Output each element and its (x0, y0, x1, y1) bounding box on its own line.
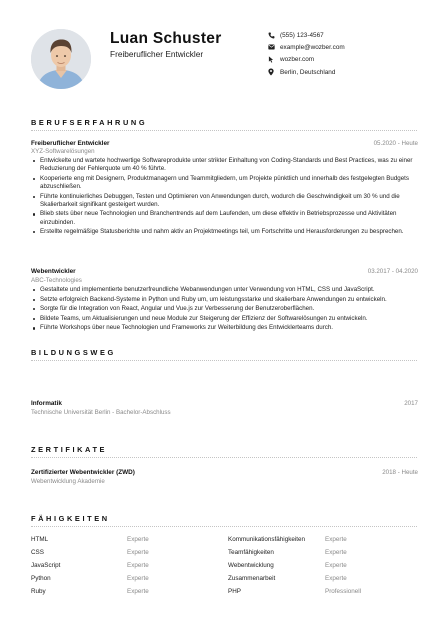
skill-level: Experte (325, 536, 347, 543)
job-title: Webentwickler (31, 268, 76, 275)
location-pin-icon (268, 68, 280, 76)
job-bullet-list (31, 286, 417, 334)
contact-email-text[interactable]: example@wozber.com (280, 43, 345, 51)
divider (31, 526, 417, 527)
skill-level: Experte (127, 562, 149, 569)
link-icon (268, 56, 280, 63)
skill-name: Webentwicklung (228, 562, 274, 569)
contact-website (268, 54, 438, 66)
contact-phone-text[interactable]: (555) 123-4567 (280, 31, 324, 39)
list-item: Setzte erfolgreich Backend-Systeme in Python und Ruby um, um leistungsstarke und skalierbare Anwendungen zu entwickeln. (31, 296, 417, 304)
skill-name: HTML (31, 536, 49, 543)
list-item: Erstellte regelmäßige Statusberichte und nahm aktiv an Projektmeetings teil, um Fortschritte und Herausforderungen zu besprechen. (31, 228, 417, 236)
skill-name: Kommunikationsfähigkeiten (228, 536, 306, 543)
skill-level: Professionell (325, 588, 362, 595)
list-item: Führte Workshops über neue Technologien und Frameworks zur Weiterbildung des Entwicklerteams durch. (31, 324, 417, 332)
education-title: Informatik (31, 400, 62, 407)
skill-name: Zusammenarbeit (228, 575, 276, 582)
section-title-skills: FÄHIGKEITEN (31, 514, 110, 523)
list-item: Sorgte für die Integration von React, Angular und Vue.js zur Verbesserung der Benutzeroberflächen. (31, 305, 417, 313)
contact-list (268, 29, 438, 78)
skill-name: Python (31, 575, 51, 582)
skill-name: Teamfähigkeiten (228, 549, 274, 556)
list-item: Führte kontinuierliches Debuggen, Testen und Optimieren von Anwendungen durch, wodurch die Geschwindigkeit um 30 % und die Skalierbarkeit signifikant gesteigert wurden. (31, 193, 417, 209)
phone-icon (268, 32, 280, 39)
job-dates: 05.2020 - Heute (373, 140, 418, 147)
skill-level: Experte (325, 549, 347, 556)
skill-name: JavaScript (31, 562, 61, 569)
education-institution: Technische Universität Berlin - Bachelor-Abschluss (31, 409, 171, 416)
skill-level: Experte (325, 562, 347, 569)
certificate-date: 2018 - Heute (382, 469, 418, 476)
skill-level: Experte (127, 549, 149, 556)
job-bullet-list (31, 157, 417, 238)
skill-level: Experte (127, 575, 149, 582)
profile-photo (31, 29, 91, 89)
skill-level: Experte (127, 588, 149, 595)
mail-icon (268, 44, 280, 50)
section-title-experience: BERUFSERFAHRUNG (31, 118, 148, 127)
section-title-education: BILDUNGSWEG (31, 348, 116, 357)
certificate-issuer: Webentwicklung Akademie (31, 478, 105, 485)
list-item: Kooperierte eng mit Designern, Produktmanagern und Teammitgliedern, um Projekte pünktlich und innerhalb des festgelegten Budgets abzuschließen. (31, 175, 417, 191)
candidate-name: Luan Schuster (110, 30, 222, 47)
skill-name: PHP (228, 588, 241, 595)
list-item: Gestaltete und implementierte benutzerfreundliche Webanwendungen unter Verwendung von HTML, CSS und JavaScript. (31, 286, 417, 294)
contact-email (268, 41, 438, 53)
contact-website-text[interactable]: wozber.com (280, 56, 315, 64)
candidate-title: Freiberuflicher Entwickler (110, 49, 204, 59)
skill-level: Experte (127, 536, 149, 543)
contact-location (268, 66, 438, 78)
contact-location-text: Berlin, Deutschland (280, 68, 336, 76)
divider (31, 457, 417, 458)
list-item: Bildete Teams, um Aktualisierungen und neue Module zur Steigerung der Effizienz der Softwarelösungen zu entwickeln. (31, 315, 417, 323)
job-company: XYZ-Softwarelösungen (31, 148, 95, 155)
certificate-title: Zertifizierter Webentwickler (ZWD) (31, 469, 135, 476)
skill-level: Experte (325, 575, 347, 582)
job-dates: 03.2017 - 04.2020 (367, 268, 418, 275)
job-company: ABC-Technologies (31, 277, 82, 284)
avatar (31, 29, 91, 89)
divider (31, 360, 417, 361)
skill-name: CSS (31, 549, 44, 556)
list-item: Entwickelte und wartete hochwertige Softwareprodukte unter strikter Einhaltung von Coding-Standards und Best Practices, was zu einer Reduzierung der Fehlerquote um 40 % führte. (31, 157, 417, 173)
list-item: Blieb stets über neue Technologien und Branchentrends auf dem Laufenden, um diese effektiv in Betriebsprozesse und Aktivitäten einzubinden. (31, 210, 417, 226)
section-title-certificates: ZERTIFIKATE (31, 445, 108, 454)
education-date: 2017 (404, 400, 418, 407)
divider (31, 130, 417, 131)
contact-phone (268, 29, 438, 41)
job-title: Freiberuflicher Entwickler (31, 140, 110, 147)
skill-name: Ruby (31, 588, 46, 595)
